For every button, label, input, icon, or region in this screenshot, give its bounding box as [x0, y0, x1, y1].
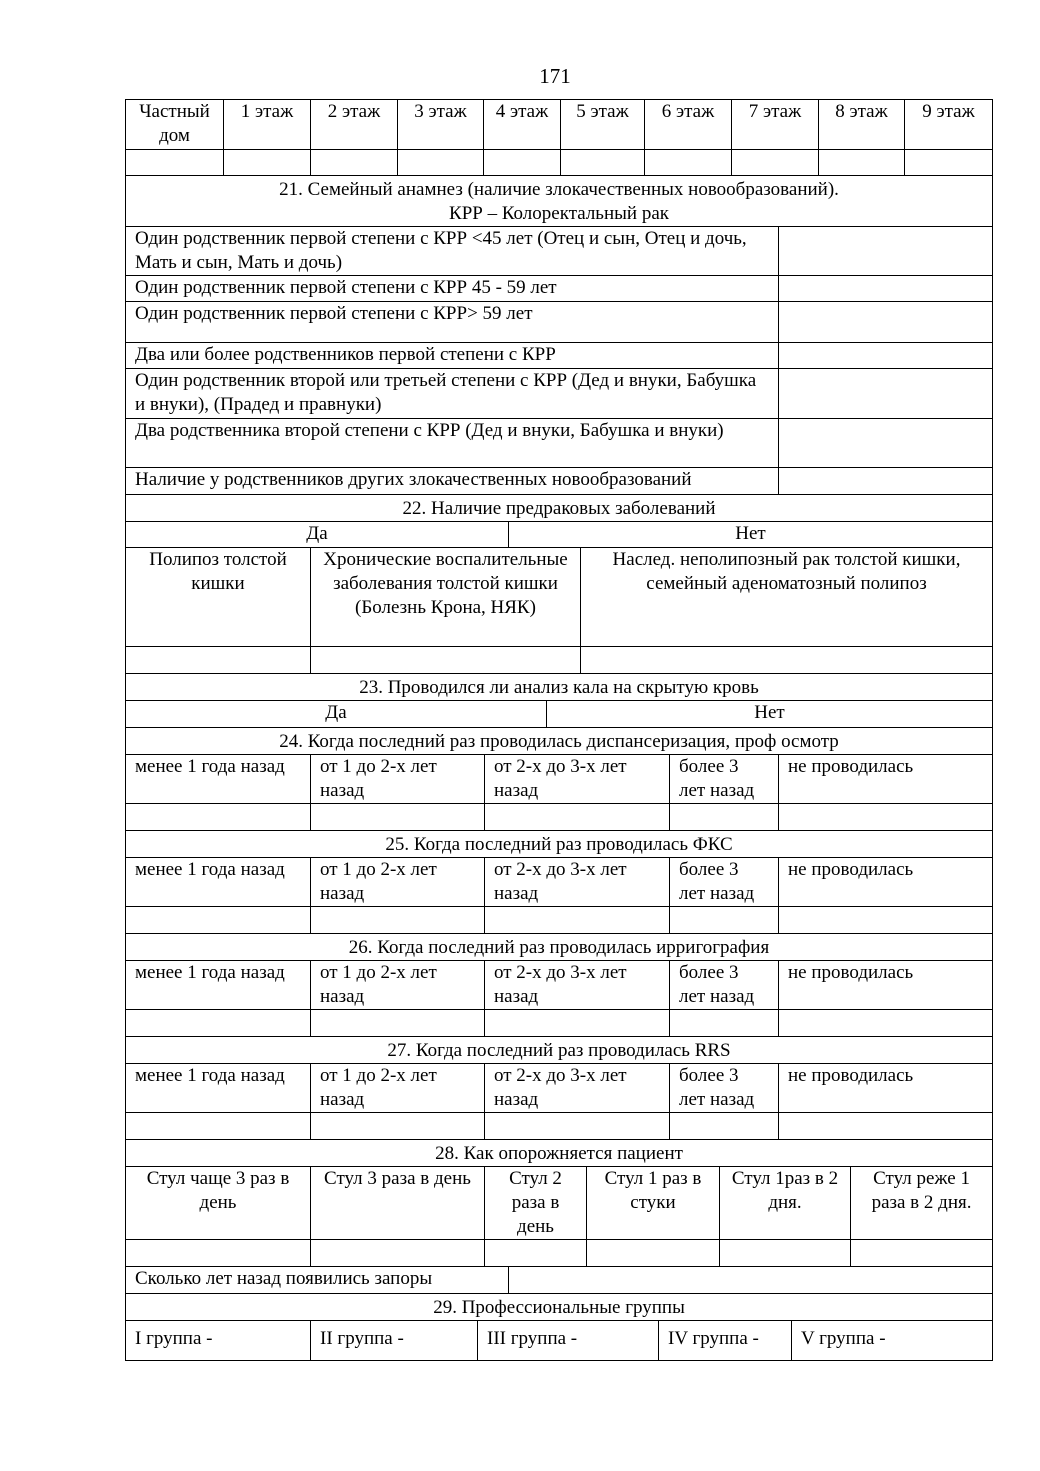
- q25-title: 25. Когда последний раз проводилась ФКС: [126, 831, 993, 858]
- q26-answer-cell[interactable]: [311, 1010, 485, 1037]
- q21-option: Один родственник первой степени с КРР> 59 лет: [126, 302, 779, 343]
- floor-answer-cell[interactable]: [398, 150, 484, 176]
- q25-option: не проводилась: [779, 858, 993, 907]
- q24-option: не проводилась: [779, 755, 993, 804]
- q25-answer-cell[interactable]: [485, 907, 670, 934]
- q21-option: Два или более родственников первой степени с КРР: [126, 343, 779, 369]
- q28-answer-cell[interactable]: [126, 1240, 311, 1267]
- floor-header: Частный дом: [126, 100, 224, 150]
- q26-option: не проводилась: [779, 961, 993, 1010]
- q22-option: Наслед. неполипозный рак толстой кишки, семейный аденоматозный полипоз: [581, 548, 993, 647]
- occult-blood-table: [125, 673, 993, 728]
- q22-option: Полипоз толстой кишки: [126, 548, 311, 647]
- q25-answer-cell[interactable]: [311, 907, 485, 934]
- q27-option: от 1 до 2-х лет назад: [311, 1064, 485, 1113]
- floor-header: 8 этаж: [819, 100, 905, 150]
- q27-answer-cell[interactable]: [311, 1113, 485, 1140]
- q28-option: Стул реже 1 раза в 2 дня.: [851, 1167, 993, 1240]
- q26-option: более 3 лет назад: [670, 961, 779, 1010]
- floor-answer-cell[interactable]: [311, 150, 398, 176]
- floor-header: 3 этаж: [398, 100, 484, 150]
- q21-answer-cell[interactable]: [779, 227, 993, 276]
- q26-answer-cell[interactable]: [485, 1010, 670, 1037]
- q22-yes[interactable]: Да: [126, 522, 509, 548]
- floor-answer-cell[interactable]: [819, 150, 905, 176]
- q27-option: от 2-х до 3-х лет назад: [485, 1064, 670, 1113]
- q28-answer-cell[interactable]: [587, 1240, 720, 1267]
- q21-option: Наличие у родственников других злокачественных новообразований: [126, 468, 779, 495]
- family-history-table: [125, 175, 993, 495]
- q24-answer-cell[interactable]: [779, 804, 993, 831]
- q21-subtitle: КРР – Колоректальный рак: [449, 203, 669, 224]
- q29-group[interactable]: III группа -: [478, 1321, 659, 1361]
- floor-header: 1 этаж: [224, 100, 311, 150]
- floor-header: 7 этаж: [732, 100, 819, 150]
- q21-option: Один родственник второй или третьей степени с КРР (Дед и внуки, Бабушка и внуки), (Прадед и правнуки): [126, 369, 779, 419]
- floor-header: 9 этаж: [905, 100, 993, 150]
- constipation-answer-cell[interactable]: [509, 1267, 993, 1294]
- q27-option: не проводилась: [779, 1064, 993, 1113]
- q21-answer-cell[interactable]: [779, 468, 993, 495]
- q21-answer-cell[interactable]: [779, 302, 993, 343]
- q21-answer-cell[interactable]: [779, 343, 993, 369]
- constipation-label: Сколько лет назад появились запоры: [126, 1267, 509, 1294]
- q22-answer-cell[interactable]: [311, 647, 581, 674]
- q28-answer-cell[interactable]: [720, 1240, 851, 1267]
- fks-table: [125, 830, 993, 934]
- checkup-table: [125, 727, 993, 831]
- q29-title: 29. Профессиональные группы: [126, 1294, 993, 1321]
- q28-answer-cell[interactable]: [851, 1240, 993, 1267]
- q22-answer-cell[interactable]: [581, 647, 993, 674]
- q24-answer-cell[interactable]: [311, 804, 485, 831]
- q24-answer-cell[interactable]: [485, 804, 670, 831]
- q27-answer-cell[interactable]: [485, 1113, 670, 1140]
- floors-table: [125, 99, 993, 176]
- professional-groups-table: [125, 1293, 993, 1361]
- q27-title: 27. Когда последний раз проводилась RRS: [126, 1037, 993, 1064]
- floor-header: 6 этаж: [645, 100, 732, 150]
- q21-answer-cell[interactable]: [779, 369, 993, 419]
- q24-answer-cell[interactable]: [126, 804, 311, 831]
- q23-yes[interactable]: Да: [126, 701, 547, 728]
- q28-option: Стул 3 раза в день: [311, 1167, 485, 1240]
- q25-answer-cell[interactable]: [670, 907, 779, 934]
- irrigography-table: [125, 933, 993, 1037]
- q26-option: от 1 до 2-х лет назад: [311, 961, 485, 1010]
- q25-option: от 1 до 2-х лет назад: [311, 858, 485, 907]
- q25-option: от 2-х до 3-х лет назад: [485, 858, 670, 907]
- q25-answer-cell[interactable]: [126, 907, 311, 934]
- q27-option: более 3 лет назад: [670, 1064, 779, 1113]
- questionnaire-form: [125, 99, 992, 1361]
- q28-option: Стул 1раз в 2 дня.: [720, 1167, 851, 1240]
- q24-option: более 3 лет назад: [670, 755, 779, 804]
- q28-option: Стул 1 раз в стуки: [587, 1167, 720, 1240]
- floor-answer-cell[interactable]: [126, 150, 224, 176]
- q24-option: от 2-х до 3-х лет назад: [485, 755, 670, 804]
- q28-title: 28. Как опорожняется пациент: [126, 1140, 993, 1167]
- floor-answer-cell[interactable]: [732, 150, 819, 176]
- q21-title: [126, 176, 993, 227]
- q26-answer-cell[interactable]: [779, 1010, 993, 1037]
- q29-group[interactable]: II группа -: [311, 1321, 478, 1361]
- floor-answer-cell[interactable]: [561, 150, 645, 176]
- q29-group[interactable]: I группа -: [126, 1321, 311, 1361]
- q28-answer-cell[interactable]: [311, 1240, 485, 1267]
- q25-option: менее 1 года назад: [126, 858, 311, 907]
- floor-answer-cell[interactable]: [645, 150, 732, 176]
- q25-answer-cell[interactable]: [779, 907, 993, 934]
- q26-option: менее 1 года назад: [126, 961, 311, 1010]
- q22-title: 22. Наличие предраковых заболеваний: [126, 495, 993, 522]
- q28-option: Стул чаще 3 раз в день: [126, 1167, 311, 1240]
- q21-answer-cell[interactable]: [779, 276, 993, 302]
- q24-answer-cell[interactable]: [670, 804, 779, 831]
- q27-answer-cell[interactable]: [126, 1113, 311, 1140]
- q23-no[interactable]: Нет: [547, 701, 993, 728]
- q24-title: 24. Когда последний раз проводилась диспансеризация, проф осмотр: [126, 728, 993, 755]
- q21-answer-cell[interactable]: [779, 419, 993, 468]
- q23-title: 23. Проводился ли анализ кала на скрытую кровь: [126, 674, 993, 701]
- q28-option: Стул 2 раза в день: [485, 1167, 587, 1240]
- q26-answer-cell[interactable]: [126, 1010, 311, 1037]
- floor-answer-cell[interactable]: [905, 150, 993, 176]
- q24-option: менее 1 года назад: [126, 755, 311, 804]
- q26-answer-cell[interactable]: [670, 1010, 779, 1037]
- bowel-movement-table: [125, 1139, 993, 1294]
- q29-group[interactable]: IV группа -: [659, 1321, 792, 1361]
- q21-option: Два родственника второй степени с КРР (Дед и внуки, Бабушка и внуки): [126, 419, 779, 468]
- q24-option: от 1 до 2-х лет назад: [311, 755, 485, 804]
- q27-answer-cell[interactable]: [779, 1113, 993, 1140]
- q29-group[interactable]: V группа -: [792, 1321, 993, 1361]
- q25-option: более 3 лет назад: [670, 858, 779, 907]
- floor-answer-cell[interactable]: [484, 150, 561, 176]
- q22-answer-cell[interactable]: [126, 647, 311, 674]
- q22-no[interactable]: Нет: [509, 522, 993, 548]
- q21-option: Один родственник первой степени с КРР <45 лет (Отец и сын, Отец и дочь, Мать и сын, Мать и дочь): [126, 227, 779, 276]
- q21-title-line: 21. Семейный анамнез (наличие злокачественных новообразований).: [279, 179, 839, 200]
- floor-header: 4 этаж: [484, 100, 561, 150]
- rrs-table: [125, 1036, 993, 1140]
- q22-option: Хронические воспалительные заболевания толстой кишки (Болезнь Крона, НЯК): [311, 548, 581, 647]
- q21-option: Один родственник первой степени с КРР 45 - 59 лет: [126, 276, 779, 302]
- floor-header: 2 этаж: [311, 100, 398, 150]
- q27-answer-cell[interactable]: [670, 1113, 779, 1140]
- q26-title: 26. Когда последний раз проводилась ирригография: [126, 934, 993, 961]
- precancerous-table: [125, 494, 993, 674]
- page-number: 171: [539, 64, 571, 88]
- floor-header: 5 этаж: [561, 100, 645, 150]
- floor-answer-cell[interactable]: [224, 150, 311, 176]
- q27-option: менее 1 года назад: [126, 1064, 311, 1113]
- q26-option: от 2-х до 3-х лет назад: [485, 961, 670, 1010]
- q28-answer-cell[interactable]: [485, 1240, 587, 1267]
